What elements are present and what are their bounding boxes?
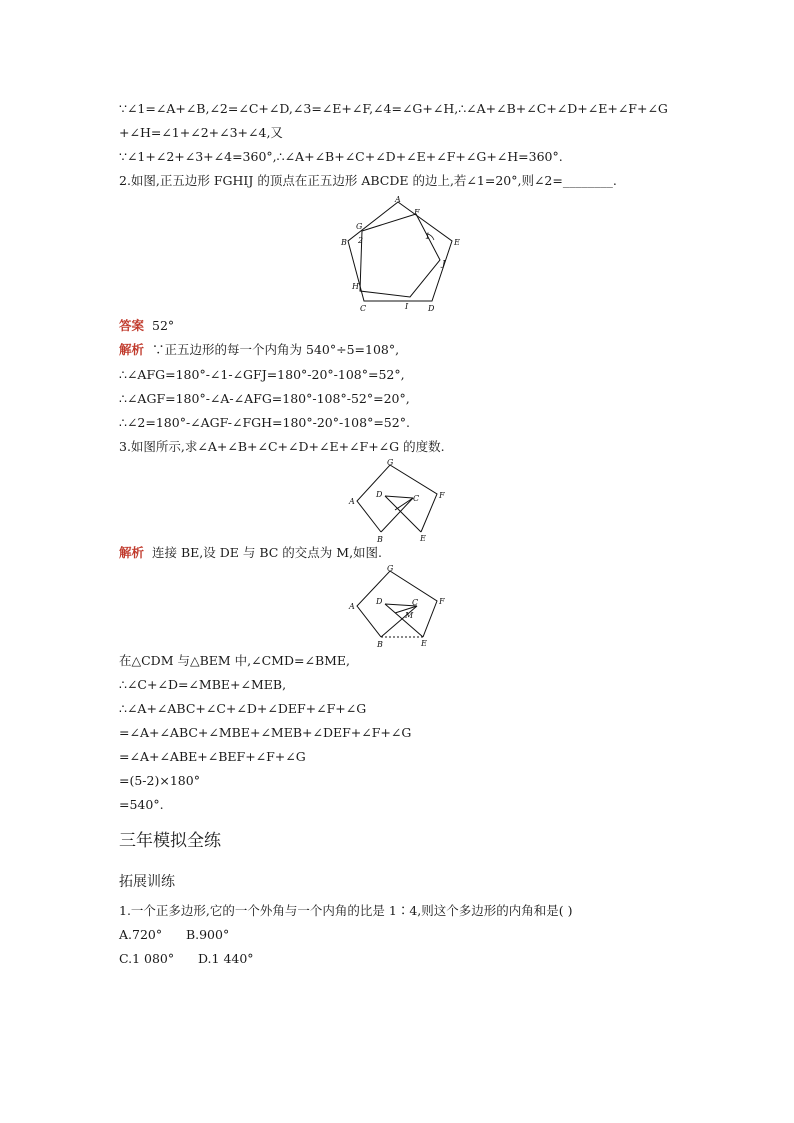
explanation-line-3: ∴∠AGF=180°-∠A-∠AFG=180°-108°-52°=20°, (119, 391, 410, 406)
solution-line-7: =540°. (119, 797, 164, 812)
figure-nested-pentagons (336, 193, 464, 315)
solution-line-2: ∴∠C+∠D=∠MBE+∠MEB, (119, 677, 287, 692)
fig1-label-B: B (341, 238, 347, 247)
figure-seven-angles (345, 457, 451, 543)
options-ab: A.720° B.900° (119, 927, 230, 942)
explanation-text-1: ∵正五边形的每一个内角为 540°÷5=108°, (152, 342, 400, 357)
fig1-label-F: F (414, 208, 420, 217)
fig1-label-G: G (356, 222, 363, 231)
explanation2-text-0: 连接 BE,设 DE 与 BC 的交点为 M,如图. (152, 545, 383, 560)
solution-line-1: 在△CDM 与△BEM 中,∠CMD=∠BME, (119, 653, 351, 668)
fig2-label-F: F (439, 491, 445, 500)
figure-seven-angles-with-BE (345, 563, 451, 649)
fig2-label-G: G (387, 458, 394, 467)
answer-label: 答案 (119, 318, 145, 333)
fig2-label-E: E (420, 534, 426, 543)
question-3: 3.如图所示,求∠A+∠B+∠C+∠D+∠E+∠F+∠G 的度数. (119, 439, 445, 454)
fig2-label-A: A (349, 497, 355, 506)
question-4: 1.一个正多边形,它的一个外角与一个内角的比是 1∶4,则这个多边形的内角和是( ) (119, 903, 573, 918)
fig3-label-D: D (376, 597, 383, 606)
fig1-label-A: A (395, 195, 401, 204)
explanation-label: 解析 (119, 342, 145, 357)
subsection-heading: 拓展训练 (119, 874, 175, 890)
explanation2-label: 解析 (119, 545, 145, 560)
section-heading: 三年模拟全练 (119, 831, 221, 851)
solution-line-3: ∴∠A+∠ABC+∠C+∠D+∠DEF+∠F+∠G (119, 701, 367, 716)
answer-line (119, 318, 174, 334)
fig1-label-I: I (405, 302, 409, 311)
fig3-label-M: M (405, 611, 414, 620)
fig1-label-E: E (454, 238, 460, 247)
explanation-line-4: ∴∠2=180°-∠AGF-∠FGH=180°-20°-108°=52°. (119, 415, 410, 430)
fig3-label-F: F (439, 597, 445, 606)
text-line-1: ∵∠1=∠A+∠B,∠2=∠C+∠D,∠3=∠E+∠F,∠4=∠G+∠H,∴∠A+∠B+∠C+∠D+∠E+∠F+∠G (119, 101, 668, 116)
text-line-2: +∠H=∠1+∠2+∠3+∠4,又 (119, 125, 283, 140)
question-2: 2.如图,正五边形 FGHIJ 的顶点在正五边形 ABCDE 的边上,若∠1=20°,则∠2=________. (119, 173, 617, 188)
options-cd: C.1 080° D.1 440° (119, 951, 254, 966)
solution-line-6: =(5-2)×180° (119, 773, 200, 788)
fig1-label-H: H (352, 282, 359, 291)
fig2-label-B: B (377, 535, 383, 543)
text-line-3: ∵∠1+∠2+∠3+∠4=360°,∴∠A+∠B+∠C+∠D+∠E+∠F+∠G+∠H=360°. (119, 149, 563, 164)
fig1-label-D: D (428, 304, 435, 313)
answer-value: 52° (152, 318, 175, 333)
explanation-line-1 (119, 342, 399, 358)
fig3-label-B: B (377, 640, 383, 649)
fig1-label-C: C (360, 304, 367, 313)
fig3-label-C: C (412, 598, 419, 607)
fig1-label-J: J (442, 259, 446, 268)
explanation2-line-0 (119, 545, 382, 561)
fig3-label-A: A (349, 602, 355, 611)
fig2-label-C: C (413, 494, 420, 503)
fig2-label-D: D (376, 490, 383, 499)
fig3-label-E: E (421, 639, 427, 648)
fig1-angle-2: 2 (358, 236, 364, 245)
solution-line-4: =∠A+∠ABC+∠MBE+∠MEB+∠DEF+∠F+∠G (119, 725, 412, 740)
fig1-angle-1: 1 (425, 232, 431, 241)
solution-line-5: =∠A+∠ABE+∠BEF+∠F+∠G (119, 749, 306, 764)
explanation-line-2: ∴∠AFG=180°-∠1-∠GFJ=180°-20°-108°=52°, (119, 367, 405, 382)
fig3-label-G: G (387, 564, 394, 573)
